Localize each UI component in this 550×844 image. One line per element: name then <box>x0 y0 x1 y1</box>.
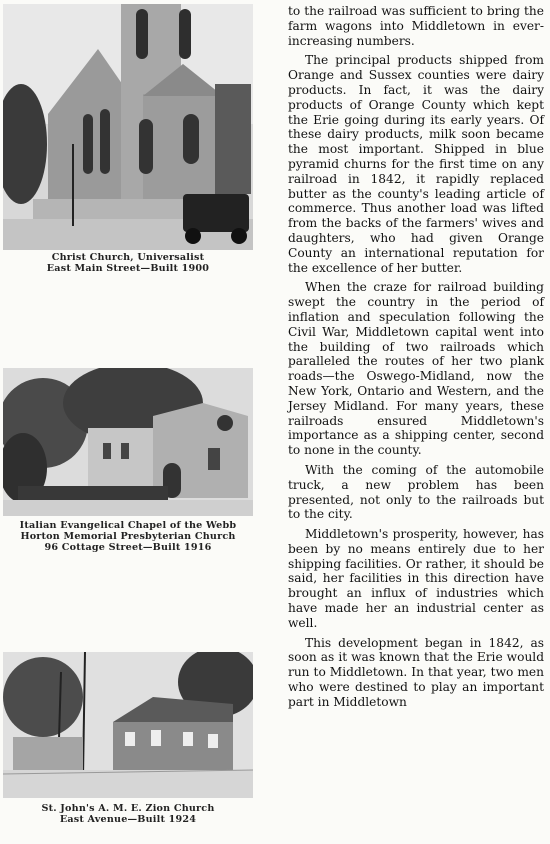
photo-christ-church <box>3 4 253 250</box>
caption-line: Christ Church, Universalist <box>51 252 205 263</box>
paragraph-railroad-building: When the craze for railroad building swept the country in the period of inflation and speculation following the Civil War, Middletown capital went into the building of two railroads which paralleled the routes of her two plank roads—the Oswego-Midland, now the New York, Ontario and Western, and the Jersey Midland. For many years, these railroads ensured Middletown's importance as a shipping center, second to none in the county. <box>288 280 544 458</box>
paragraph-development-1842: This development began in 1842, as soon as it was known that the Erie would run to Middletown. In that year, two men who were destined to play an important part in Middletown <box>288 635 544 709</box>
caption-line: 96 Cottage Street—Built 1916 <box>44 542 212 553</box>
caption-line: St. John's A. M. E. Zion Church <box>41 803 215 814</box>
paragraph-dairy-products: The principal products shipped from Orange and Sussex counties were dairy products. In fact, it was the dairy products of Orange County which kept the Erie going during its early years. Of these dairy products, milk soon became the most important. Shipped in blue pyramid churns for the first time on any railroad in 1842, it rapidly replaced butter as the county's leading article of commerce. Thus another load was lifted from the backs of the farmers' wives and daughters, who had given Orange County an international reputation for the excellence of her butter. <box>288 53 544 275</box>
body-text-column <box>288 4 544 715</box>
paragraph-prosperity: Middletown's prosperity, however, has been by no means entirely due to her shipping facilities. Or rather, it should be said, her facilities in this direction have brought an influx of industries which have made her an industrial center as well. <box>288 527 544 630</box>
caption-line: Horton Memorial Presbyterian Church <box>20 531 236 542</box>
paragraph-continued: to the railroad was sufficient to bring the farm wagons into Middletown in ever-increasing numbers. <box>288 4 544 48</box>
photo-italian-chapel <box>3 368 253 516</box>
caption-st-johns-church <box>3 803 253 825</box>
photo-st-johns-church <box>3 652 253 798</box>
chapel-photo-image <box>3 368 253 516</box>
st-johns-photo-image <box>3 652 253 798</box>
paragraph-automobile-truck: With the coming of the automobile truck, a new problem has been presented, not only to the railroads but to the city. <box>288 462 544 522</box>
caption-italian-chapel <box>3 520 253 553</box>
caption-line: Italian Evangelical Chapel of the Webb <box>19 520 237 531</box>
caption-christ-church <box>3 252 253 274</box>
caption-line: East Main Street—Built 1900 <box>46 263 210 274</box>
caption-line: East Avenue—Built 1924 <box>59 814 197 825</box>
church-photo-image <box>3 4 253 250</box>
